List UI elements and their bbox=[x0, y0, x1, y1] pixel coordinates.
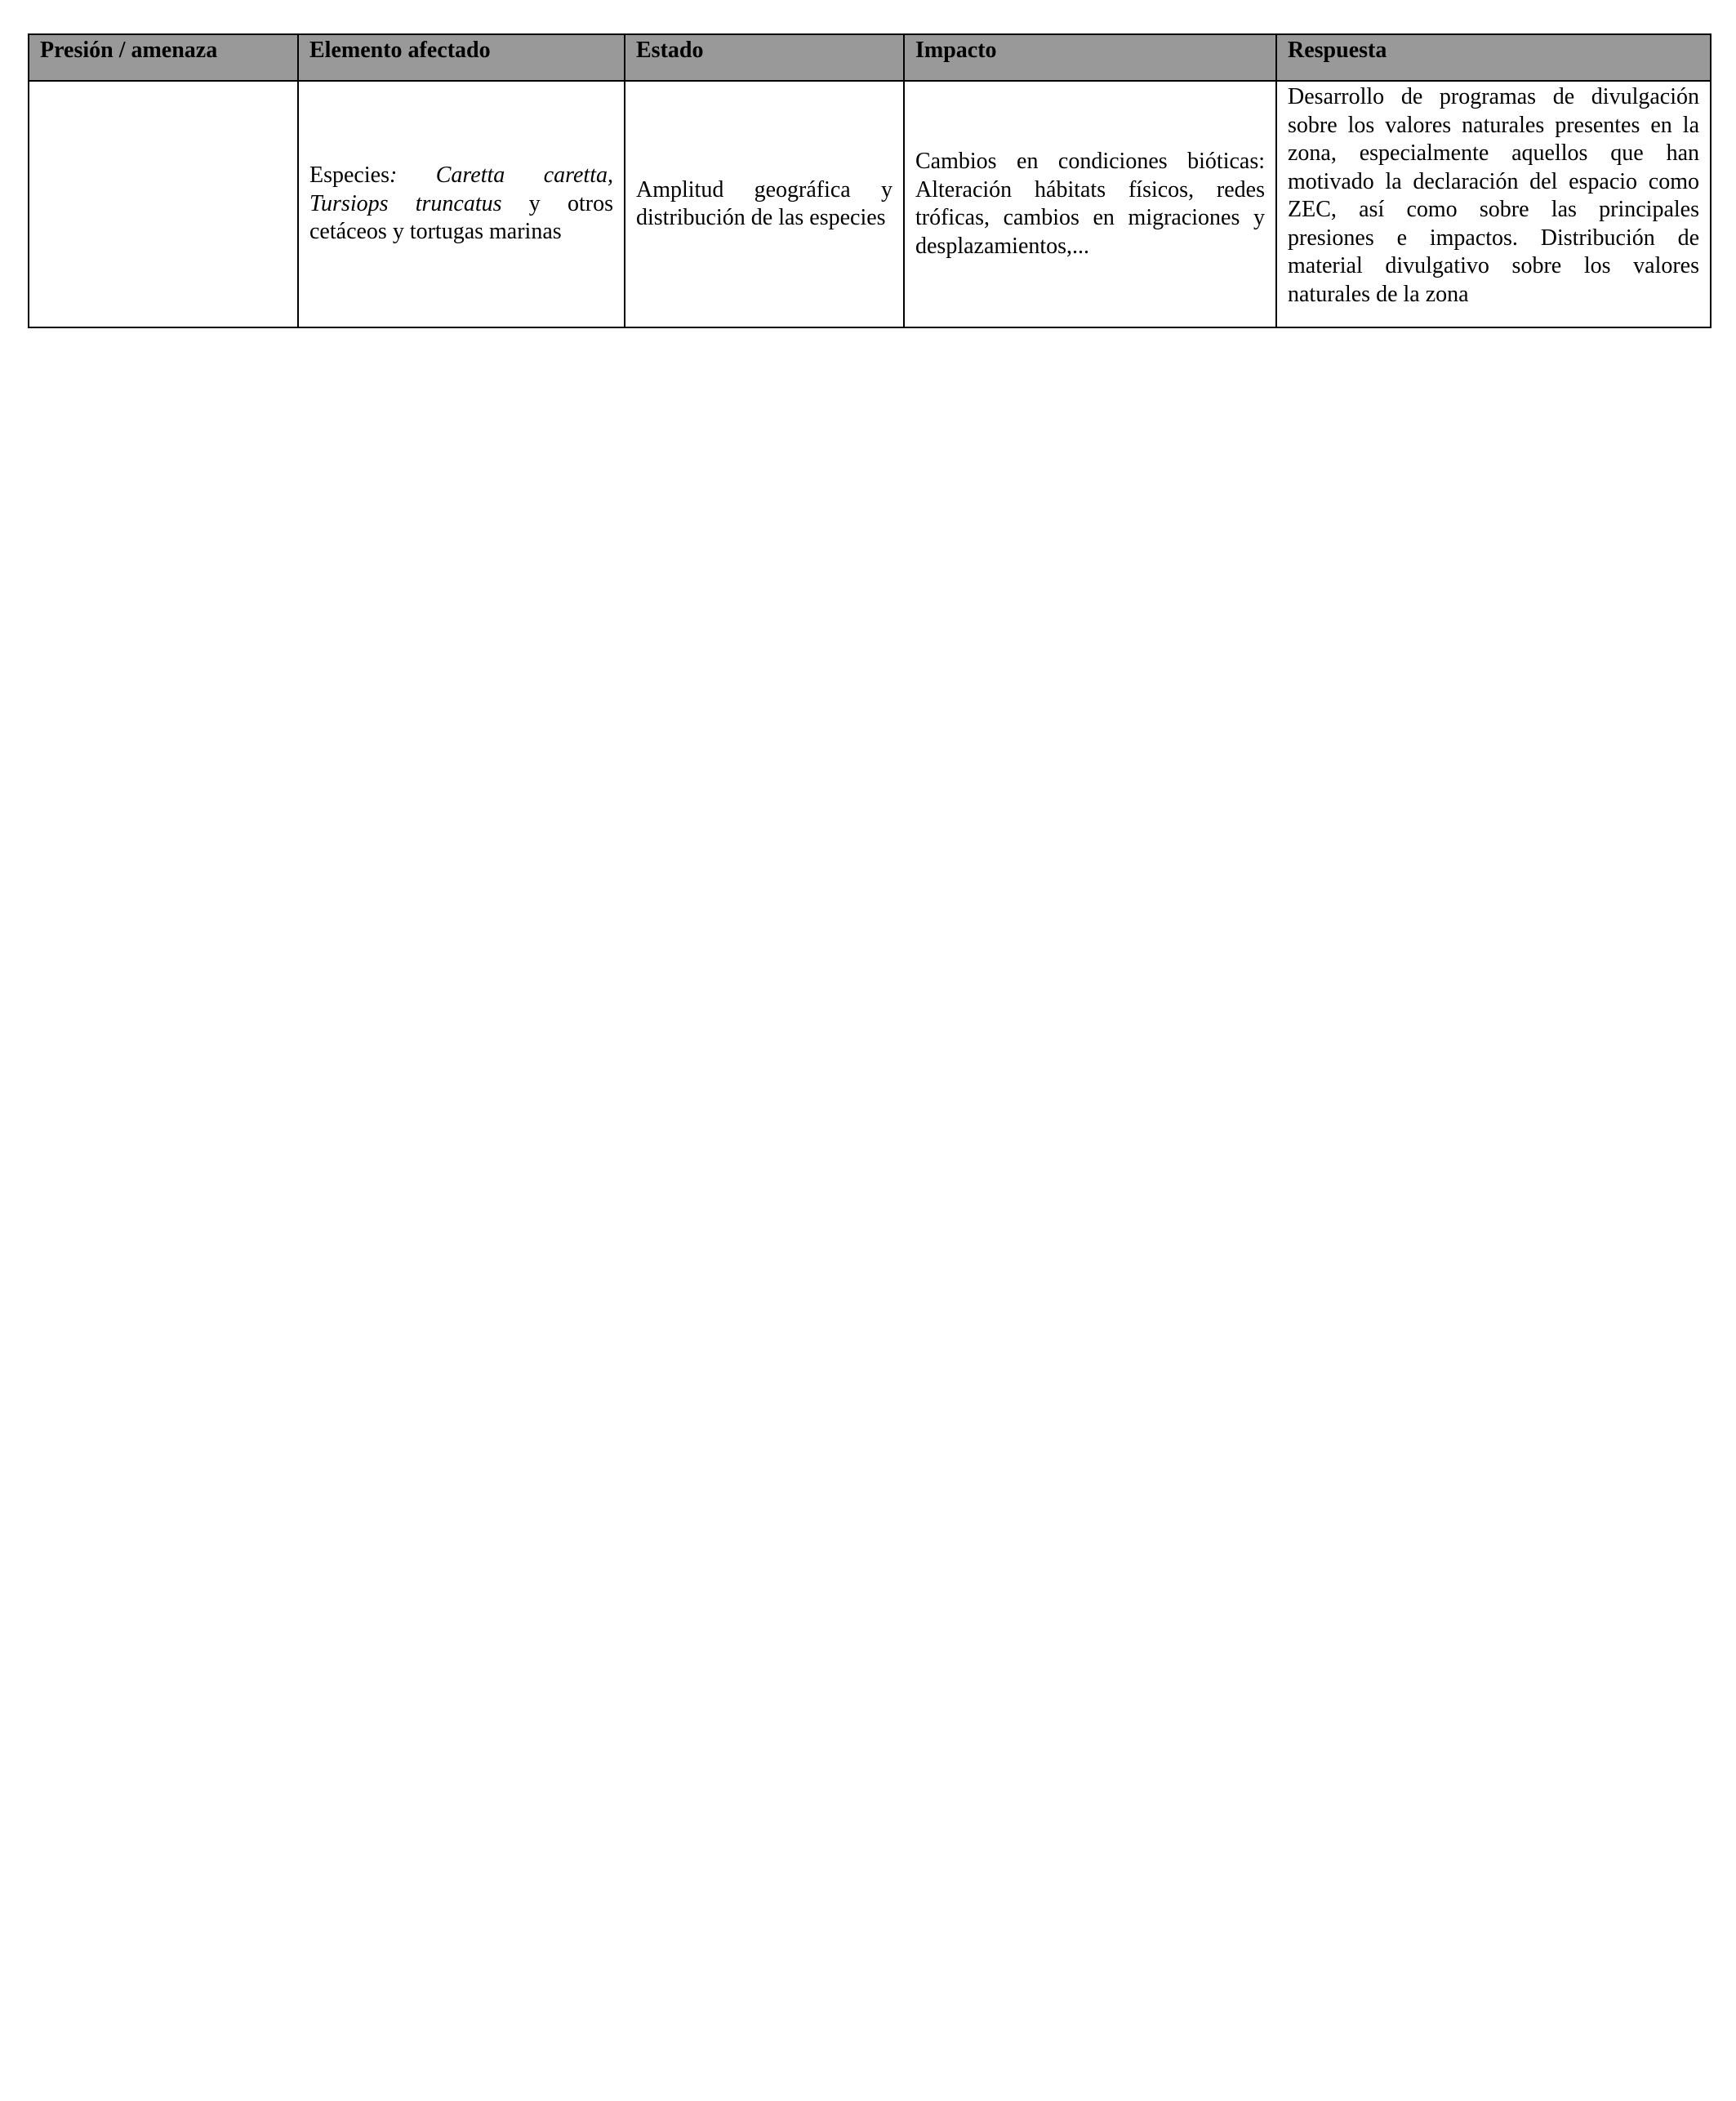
elemento-prefix: Especies bbox=[309, 162, 389, 189]
header-impacto: Impacto bbox=[904, 34, 1276, 81]
table-row bbox=[29, 81, 1711, 327]
table-body bbox=[29, 81, 1711, 327]
species-caretta: Caretta caretta, bbox=[435, 162, 613, 189]
header-presion-amenaza: Presión / amenaza bbox=[29, 34, 298, 81]
pressure-impact-table bbox=[28, 33, 1712, 328]
elemento-colon: : bbox=[389, 162, 436, 189]
header-respuesta: Respuesta bbox=[1276, 34, 1711, 81]
cell-presion bbox=[29, 81, 298, 327]
table-header bbox=[29, 34, 1711, 81]
header-estado: Estado bbox=[625, 34, 904, 81]
header-row bbox=[29, 34, 1711, 81]
elemento-suffix: y otros cetáceos y tortugas marinas bbox=[309, 190, 613, 245]
cell-estado: Amplitud geográfica y distribución de las especies bbox=[625, 81, 904, 327]
cell-elemento-afectado bbox=[298, 81, 625, 327]
cell-impacto: Cambios en condiciones bióticas: Alteración hábitats físicos, redes tróficas, cambios en migraciones y desplazamientos,... bbox=[904, 81, 1276, 327]
header-elemento-afectado: Elemento afectado bbox=[298, 34, 625, 81]
species-tursiops: Tursiops truncatus bbox=[309, 190, 502, 216]
cell-respuesta: Desarrollo de programas de divulgación sobre los valores naturales presentes en la zona, especialmente aquellos que han motivado la declaración del espacio como ZEC, así como sobre las principales presiones e impactos. Distribución de material divulgativo sobre los valores naturales de la zona bbox=[1276, 81, 1711, 327]
